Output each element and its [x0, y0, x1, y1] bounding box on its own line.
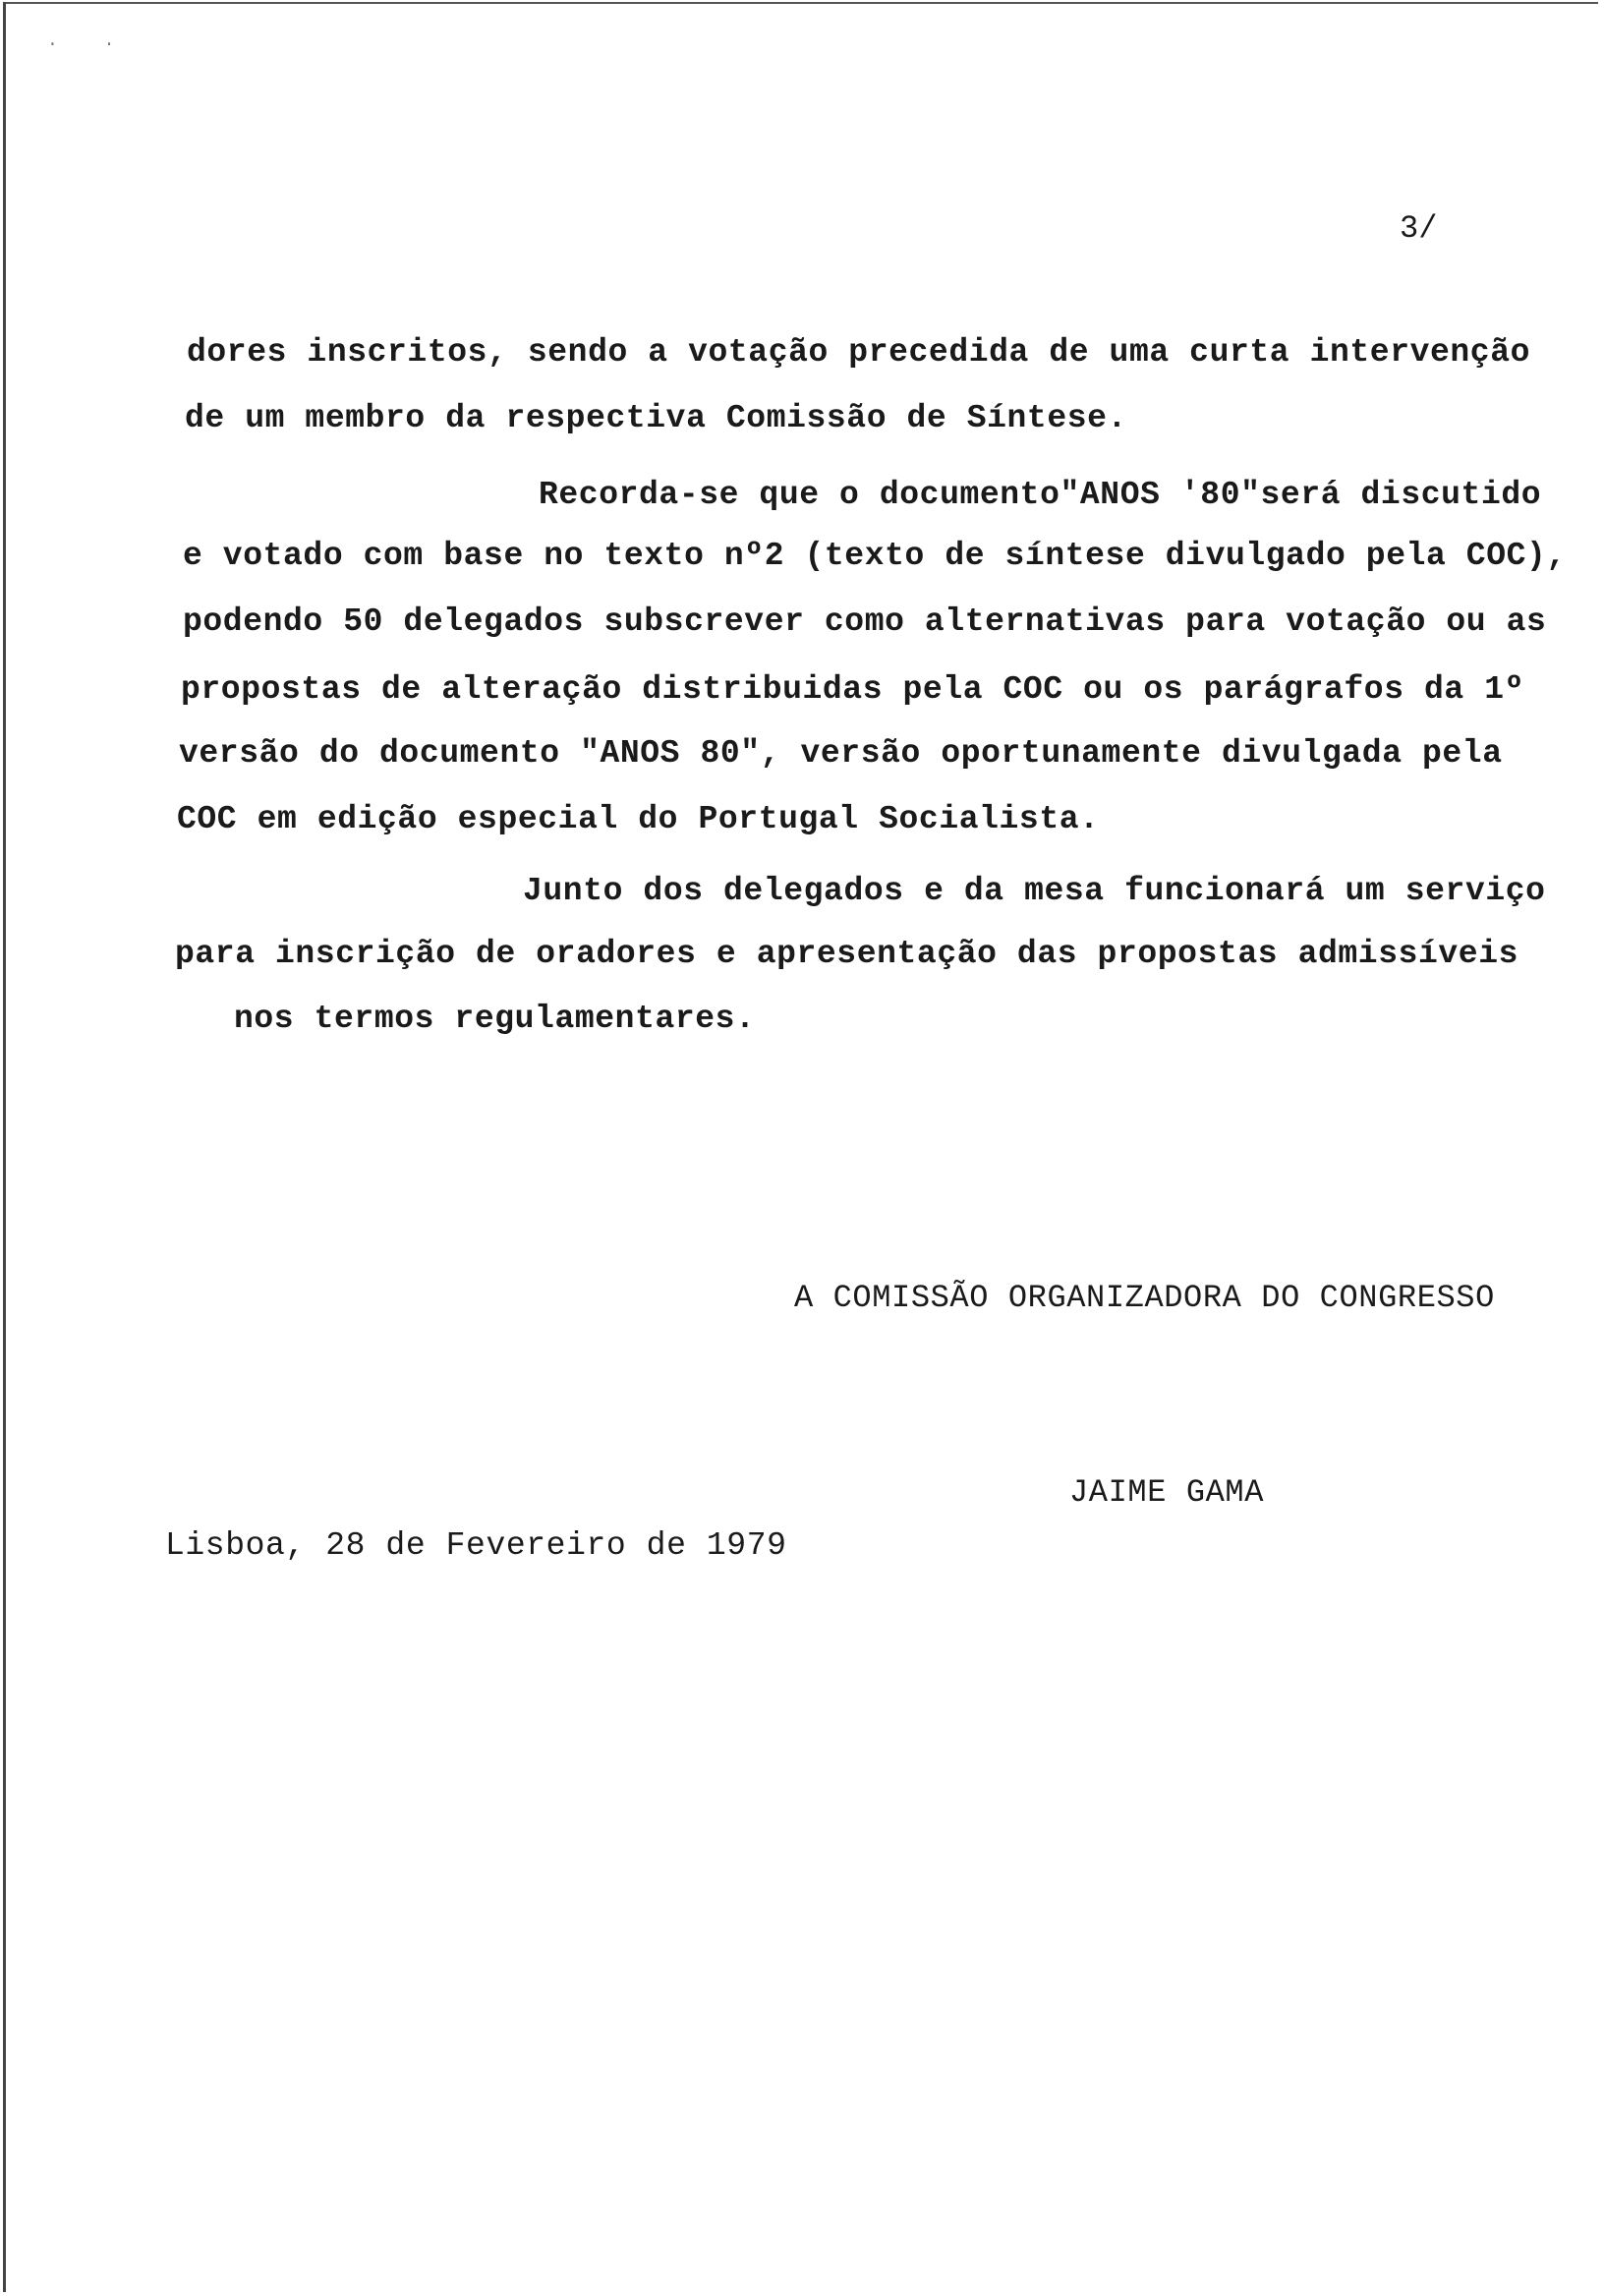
paragraph-2-line-2: e votado com base no texto nº2 (texto de síntese divulgado pela COC), [183, 538, 1567, 574]
paragraph-3-line-2: para inscrição de oradores e apresentação das propostas admissíveis [175, 936, 1519, 972]
paragraph-2-line-5: versão do documento "ANOS 80", versão oportunamente divulgada pela [179, 735, 1503, 772]
signature-organization: A COMISSÃO ORGANIZADORA DO CONGRESSO [794, 1280, 1495, 1316]
paragraph-1-line-1: dores inscritos, sendo a votação precedida de uma curta intervenção [187, 334, 1531, 371]
paragraph-3-line-3: nos termos regulamentares. [234, 1001, 756, 1037]
page-top-edge [6, 2, 1598, 4]
scan-specks: · · [47, 35, 133, 55]
signature-name: JAIME GAMA [1069, 1474, 1265, 1511]
paragraph-2-line-4: propostas de alteração distribuidas pela COC ou os parágrafos da 1º [181, 671, 1525, 708]
page-left-edge [3, 2, 6, 2292]
paragraph-1-line-2: de um membro da respectiva Comissão de Síntese. [185, 400, 1127, 436]
paragraph-2-line-3: podendo 50 delegados subscrever como alternativas para votação ou as [183, 603, 1547, 640]
paragraph-3-line-1: Junto dos delegados e da mesa funcionará um serviço [523, 873, 1546, 909]
page-number: 3/ [1400, 210, 1438, 247]
paragraph-2-line-1: Recorda-se que o documento"ANOS '80"será discutido [539, 477, 1542, 513]
place-date: Lisboa, 28 de Fevereiro de 1979 [165, 1527, 787, 1564]
paragraph-2-line-6: COC em edição especial do Portugal Socialista. [177, 801, 1100, 837]
